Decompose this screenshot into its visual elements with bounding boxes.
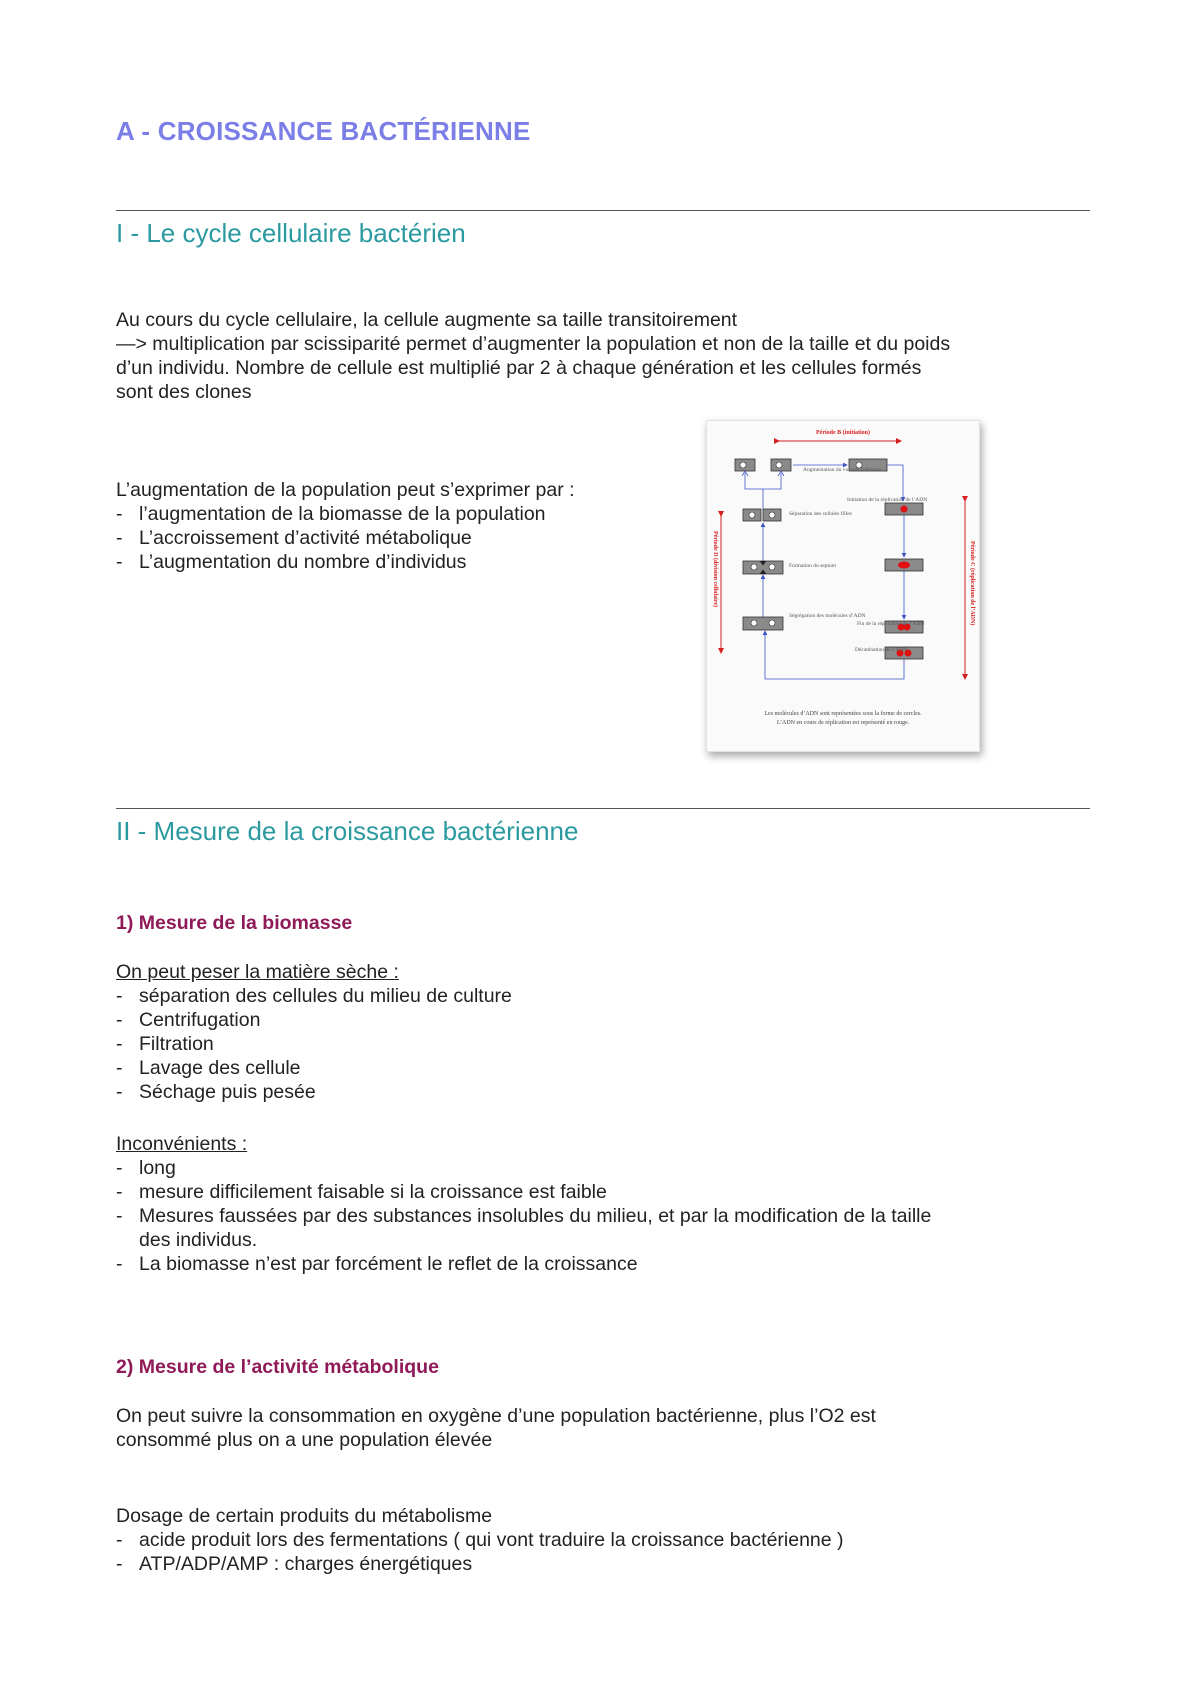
step-label: Initiation de la réplication de l’ADN xyxy=(847,497,928,503)
list-item-continued: des individus. xyxy=(139,1229,258,1251)
paragraph-line: Au cours du cycle cellulaire, la cellule augmente sa taille transitoirement xyxy=(116,309,738,331)
paragraph-line: sont des clones xyxy=(116,381,252,403)
dna-circle xyxy=(749,512,755,518)
section-divider xyxy=(116,210,1090,211)
dna-circle xyxy=(769,512,775,518)
list-item: - mesure difficilement faisable si la croissance est faible xyxy=(116,1181,607,1203)
list-intro: On peut peser la matière sèche : xyxy=(116,961,399,983)
step-label: Fin de la réplication de l’ADN xyxy=(857,621,925,627)
section-1-paragraph xyxy=(116,308,1106,404)
biomasse-list xyxy=(116,960,1096,1104)
step-label: Décaténation de l’ADN xyxy=(855,647,908,653)
inconvenients-list xyxy=(116,1132,1096,1276)
dna-circle xyxy=(740,462,746,468)
list-item: - Lavage des cellule xyxy=(116,1057,301,1079)
subsection-1-title: 1) Mesure de la biomasse xyxy=(116,912,353,934)
dna-circle-red xyxy=(898,562,910,569)
subsection-2-title: 2) Mesure de l’activité métabolique xyxy=(116,1356,439,1378)
list-item: - Mesures faussées par des substances insolubles du milieu, et par la modification de la taille xyxy=(116,1205,932,1227)
dna-circle xyxy=(776,462,782,468)
list-item: - Centrifugation xyxy=(116,1009,261,1031)
document-title: A - CROISSANCE BACTÉRIENNE xyxy=(116,116,531,146)
list-item: - Filtration xyxy=(116,1033,214,1055)
figure-caption: Les molécules d’ADN sont représentées sous la forme de cercles. xyxy=(764,711,922,717)
section-divider xyxy=(116,808,1090,809)
paragraph-line: consommé plus on a une population élevée xyxy=(116,1429,493,1451)
dna-circle xyxy=(751,564,757,570)
list-item: - acide produit lors des fermentations ( qui vont traduire la croissance bactérienne ) xyxy=(116,1529,844,1551)
paragraph-line: On peut suivre la consommation en oxygène d’une population bactérienne, plus l’O2 est xyxy=(116,1405,876,1427)
dna-circle-red xyxy=(901,506,908,513)
list-item: - L’accroissement d’activité métabolique xyxy=(116,527,472,549)
list-intro: L’augmentation de la population peut s’exprimer par : xyxy=(116,479,575,501)
metabolisme-list xyxy=(116,1504,1096,1576)
paragraph-line: —> multiplication par scissiparité permet d’augmenter la population et non de la taille et du poids xyxy=(116,333,951,355)
paragraph-line: d’un individu. Nombre de cellule est multiplié par 2 à chaque génération et les cellules formés xyxy=(116,357,922,379)
population-list xyxy=(116,478,696,574)
period-d-label: Période D (division cellulaire) xyxy=(712,531,718,608)
section-2-heading: II - Mesure de la croissance bactérienne xyxy=(116,816,579,846)
cell-cycle-diagram xyxy=(707,421,979,751)
period-c-label: Période C (réplication de l’ADN) xyxy=(969,541,975,626)
cell-cycle-figure xyxy=(706,420,980,752)
dna-circle xyxy=(769,620,775,626)
step-label: Ségrégation des molécules d’ADN xyxy=(789,613,866,619)
list-item: - L’augmentation du nombre d’individus xyxy=(116,551,467,573)
list-item: - Séchage puis pesée xyxy=(116,1081,316,1103)
list-item: - long xyxy=(116,1157,176,1179)
figure-caption: L’ADN en cours de réplication est représenté en rouge. xyxy=(776,720,910,726)
cell-shape xyxy=(743,617,783,630)
list-intro: Dosage de certain produits du métabolisme xyxy=(116,1505,493,1527)
dna-circle xyxy=(769,564,775,570)
period-b-label: Période B (initiation) xyxy=(816,430,870,436)
list-item: - ATP/ADP/AMP : charges énergétiques xyxy=(116,1553,473,1575)
dna-circle xyxy=(751,620,757,626)
list-item: - séparation des cellules du milieu de culture xyxy=(116,985,512,1007)
section-1-heading: I - Le cycle cellulaire bactérien xyxy=(116,218,466,248)
list-intro: Inconvénients : xyxy=(116,1133,248,1155)
step-label: Formation du septum xyxy=(789,563,837,569)
step-label: Augmentation du volume cellulaire xyxy=(803,467,882,473)
step-label: Séparation des cellules filles xyxy=(789,511,852,517)
list-item: - l’augmentation de la biomasse de la population xyxy=(116,503,546,525)
subsection-2-paragraph xyxy=(116,1404,1096,1452)
list-item: - La biomasse n’est par forcément le reflet de la croissance xyxy=(116,1253,638,1275)
